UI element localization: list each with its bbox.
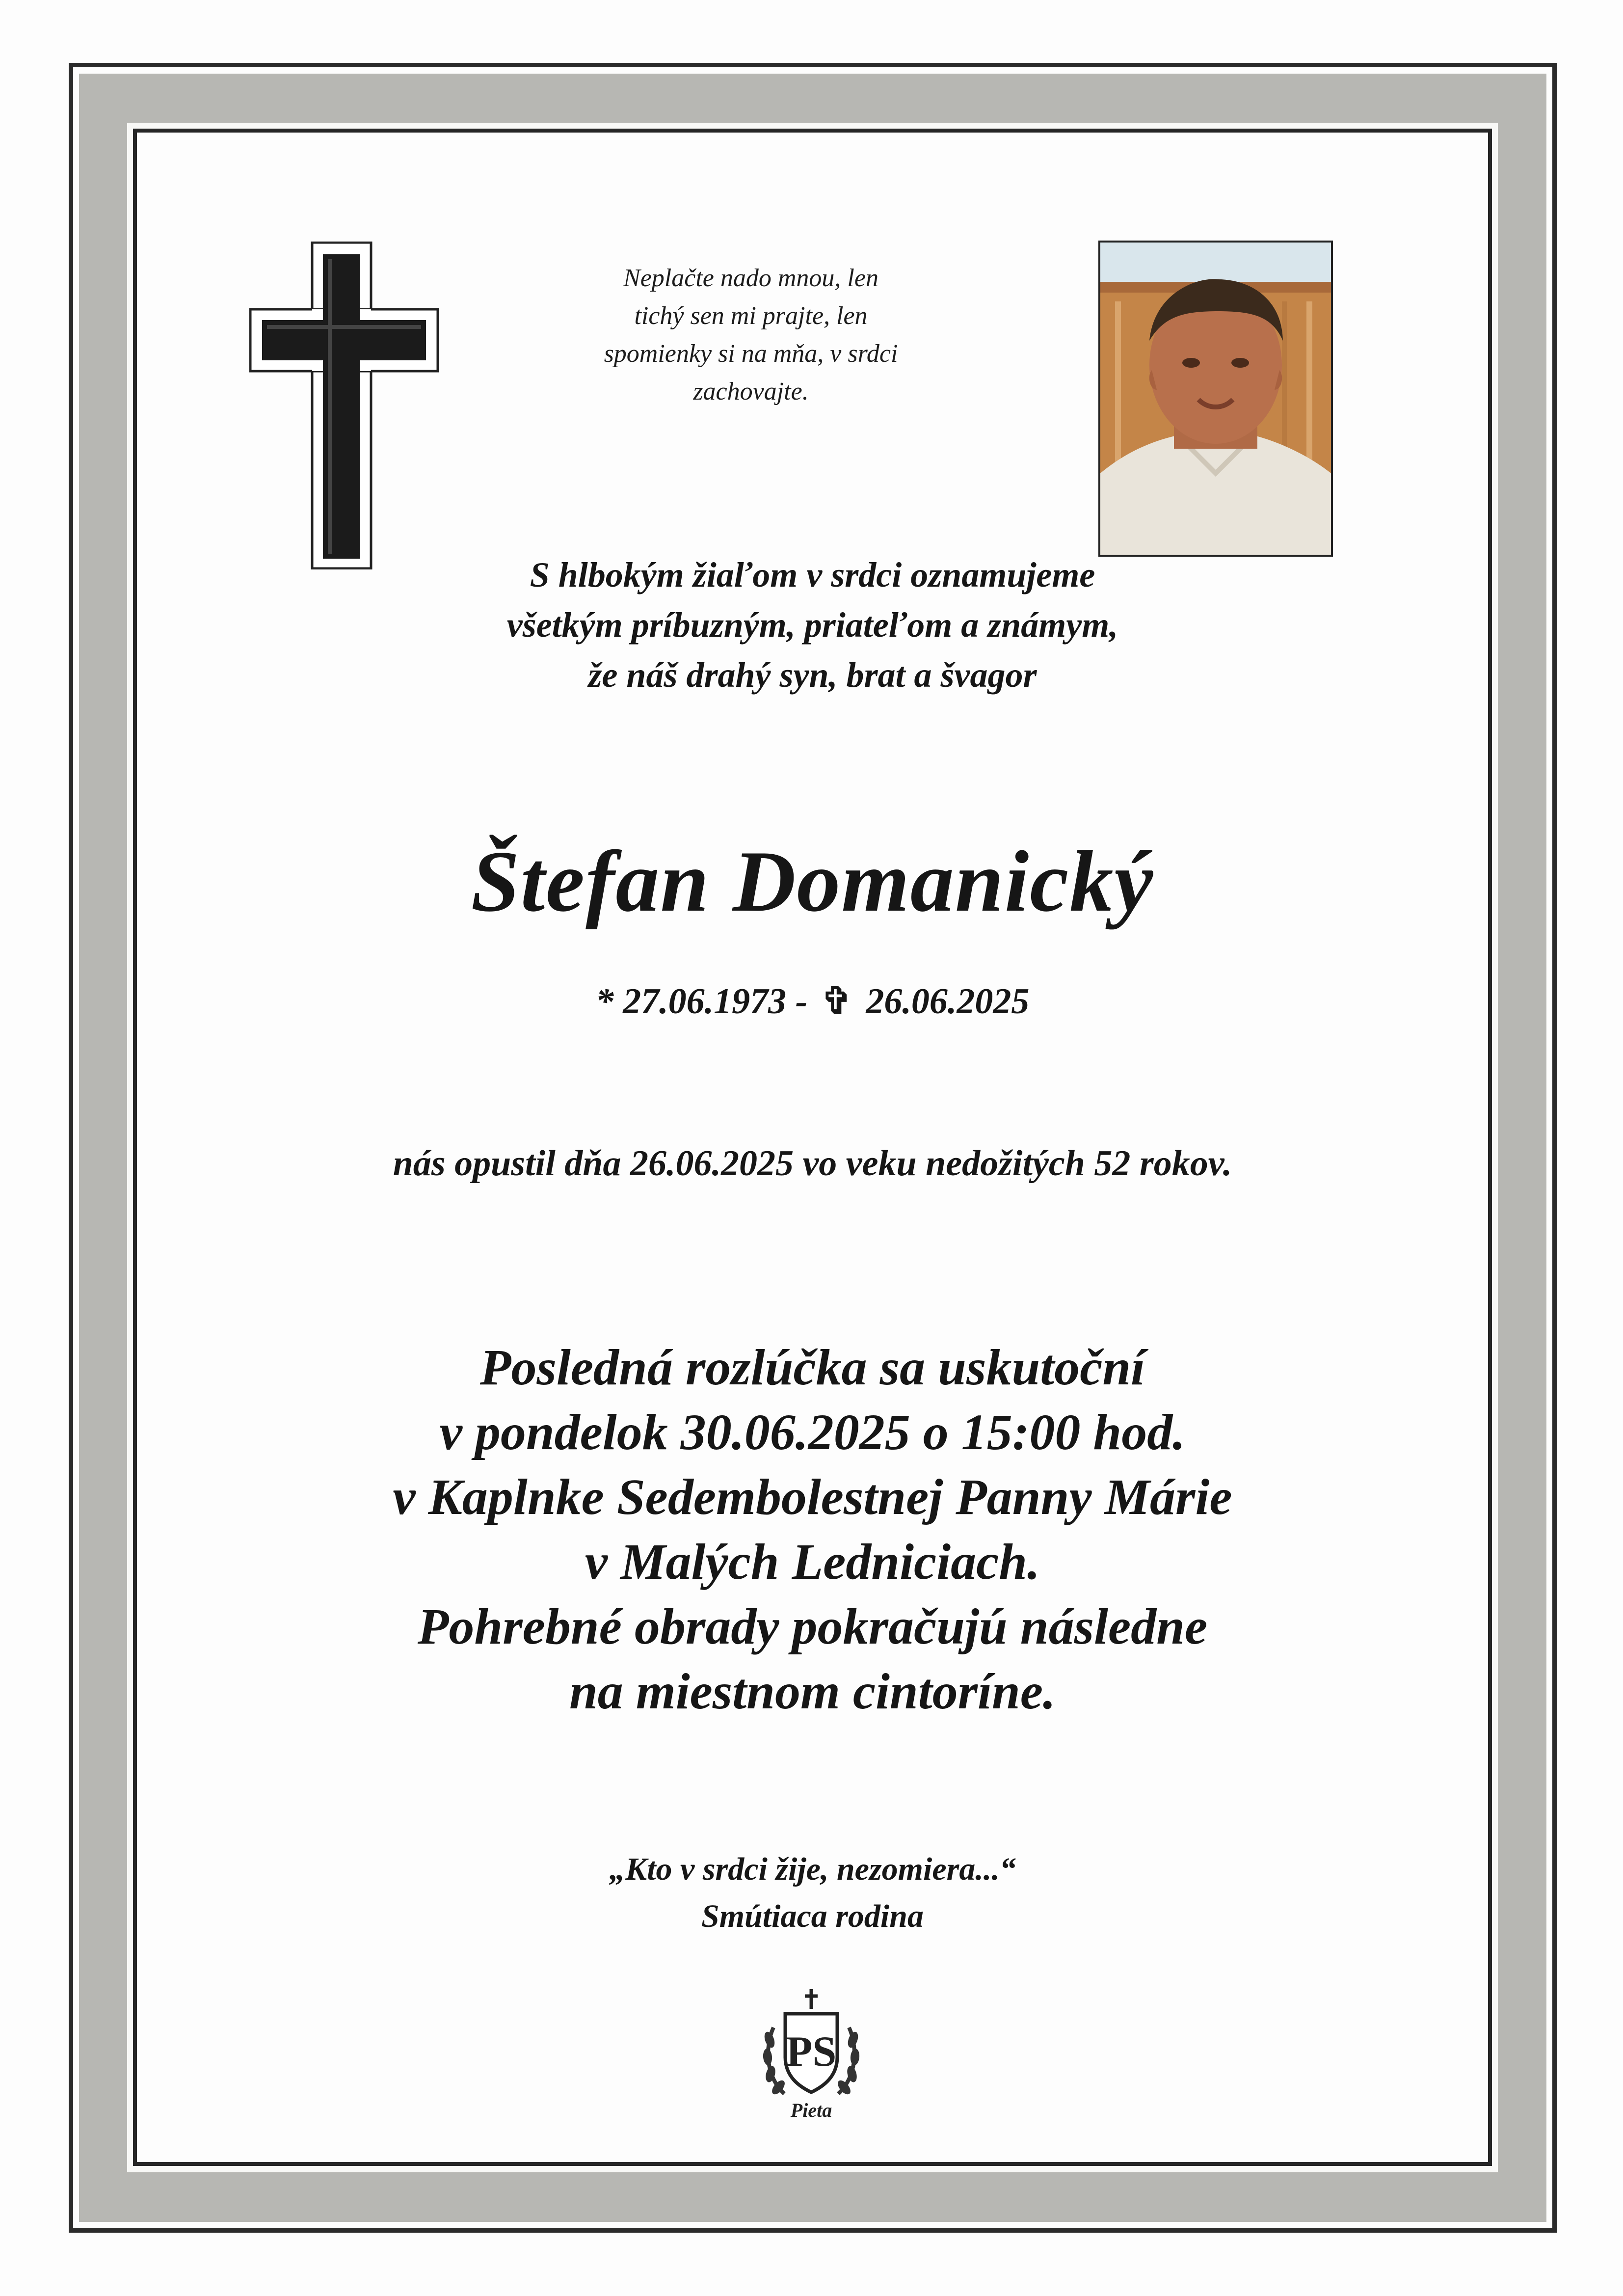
birth-date: * 27.06.1973 - (595, 981, 808, 1022)
poem-verse (530, 259, 972, 410)
death-cross-icon: ✞ (821, 981, 852, 1022)
funeral-line: Pohrebné obrady pokračujú následne (417, 1598, 1208, 1655)
logo-name: Pieta (790, 2099, 832, 2121)
deceased-name: Štefan Domanický (471, 833, 1154, 930)
death-statement: nás opustil dňa 26.06.2025 vo veku nedožitých 52 rokov. (393, 1143, 1232, 1184)
life-dates (133, 977, 1492, 1026)
announcement-line: všetkým príbuzným, priateľom a známym, (506, 605, 1118, 645)
funeral-line: Posledná rozlúčka sa uskutoční (479, 1339, 1145, 1396)
death-date: 26.06.2025 (866, 981, 1030, 1022)
closing-quote: „Kto v srdci žije, nezomiera...“ (609, 1851, 1016, 1887)
verse-line: Neplačte nado mnou, len (623, 264, 878, 292)
logo-monogram: PS (786, 2028, 837, 2076)
signature: Smútiaca rodina (701, 1898, 924, 1934)
portrait-photo (1098, 241, 1333, 557)
announcement-line: S hlbokým žiaľom v srdci oznamujeme (530, 555, 1095, 594)
closing (133, 1846, 1492, 1940)
funeral-line: v Kaplnke Sedembolestnej Panny Márie (393, 1469, 1232, 1525)
pieta-logo (750, 1983, 873, 2126)
cross-icon (249, 242, 439, 569)
funeral-details (133, 1335, 1492, 1724)
announcement (133, 550, 1492, 700)
funeral-line: v pondelok 30.06.2025 o 15:00 hod. (439, 1404, 1186, 1460)
verse-line: zachovajte. (693, 378, 809, 405)
announcement-line: že náš drahý syn, brat a švagor (588, 655, 1037, 695)
funeral-line: v Malých Ledniciach. (585, 1534, 1040, 1590)
funeral-line: na miestnom cintoríne. (569, 1663, 1056, 1720)
verse-line: tichý sen mi prajte, len (634, 302, 868, 330)
verse-line: spomienky si na mňa, v srdci (604, 340, 898, 368)
